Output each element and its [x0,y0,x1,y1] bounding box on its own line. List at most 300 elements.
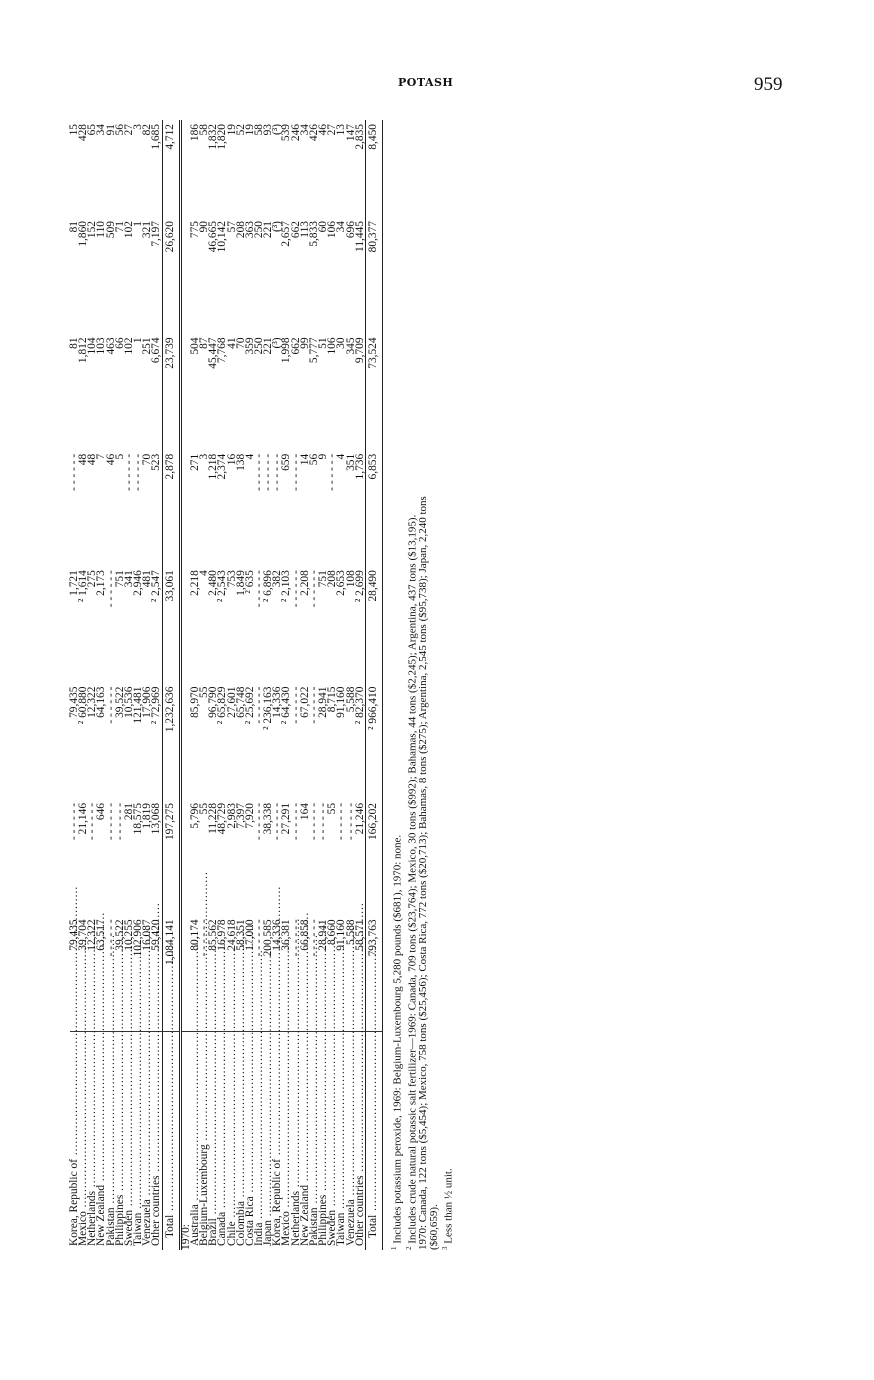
table-cell: 9,709 [353,337,366,364]
table-cell: 27 [326,124,339,136]
table-cell: - - - - - - [289,802,302,840]
table-cell: 2,218 [188,570,201,596]
total-label: Total ..... [365,1032,382,1250]
table-cell: 24,618 [228,915,237,1031]
total-cell: 793,763 [365,915,382,1031]
table-cell: 19 [243,124,256,136]
table-cell: 345 [344,337,357,355]
table-cell: 11,445 [353,221,366,252]
table-cell: 58,351 [237,915,246,1031]
country-label: India ..... [255,1032,264,1250]
footnote-text: Includes crude natural potassic salt fertilizer—1969: Canada, 709 tons ($23,764); Mexico, 30 tons ($992); Bahamas, 44 tons ($2,245); Argentina, 437 tons ($13,195). [406,514,419,1244]
table-cell: 8,715 [326,686,339,713]
table-cell: 19 [225,124,238,136]
table-cell: 39,522 [113,686,126,718]
table-cell: 102 [122,221,135,239]
table-cell: 60 [317,221,330,233]
table-cell: 87 [198,337,211,349]
table-cell: - - - - - - [132,453,145,491]
table-cell: 16,087 [143,915,152,1031]
table-cell: 1,819 [141,802,154,829]
table-cell: - - - - - - [262,453,275,491]
table-cell: 646 [95,802,108,821]
table-cell: 7,768 [216,337,229,364]
total-row-1970 [365,120,382,1250]
total-cell: 2,878 [162,450,180,566]
country-label: Mexico ..... [79,1032,88,1250]
country-label: Other countries ..... [356,1032,366,1250]
table-cell: 12,322 [88,915,97,1031]
table-cell: 102,906 [134,915,143,1031]
table-cell: 14,336 [271,686,284,718]
country-label: Canada ..... [218,1032,227,1250]
table-cell: 34 [335,221,348,233]
country-label: Brazil ..... [209,1032,218,1250]
table-cell: 2,946 [132,570,145,596]
table-cell: - - - - - - [68,802,80,840]
table-cell: 4 [335,453,348,460]
table-cell: 46,665 [207,221,220,253]
table-cell: 1 [132,221,145,227]
table-cell: 81 [68,337,80,349]
table-cell: - - - - - - [310,915,319,1031]
table-cell: ² 72,969 [150,686,163,725]
table-cell: 46 [317,124,330,136]
table-cell: 34 [95,124,108,136]
table-cell: (³) [271,221,284,233]
table-cell: 1,860 [77,221,90,247]
table-cell: 5 [113,453,126,460]
table-cell: - - - - - - [289,570,302,608]
table-cell: 281 [122,802,135,821]
table-cell: 1,832 [207,124,220,150]
country-label: Costa Rica ..... [246,1032,255,1250]
table-cell: 751 [317,570,330,588]
table-cell: 48 [77,453,90,466]
table-cell: - - - - - - [252,453,265,491]
table-cell: 351 [344,453,357,471]
table-cell: (³) [271,124,284,136]
footnote [429,120,440,1250]
table-cell: 106 [326,337,339,355]
table-cell: 1,721 [68,570,80,596]
table-cell: 208 [234,221,247,239]
table-cell: - - - - - - [113,802,126,840]
table-cell: 2,657 [280,221,293,247]
table-cell: 1 [132,337,145,344]
footnotes [389,120,455,1250]
table-cell: 106 [326,221,339,239]
table-cell: 2,835 [353,124,366,150]
total-cell: 197,275 [162,799,180,915]
table-cell: 164 [298,802,311,821]
year-heading-1970: 1970: [179,1224,192,1250]
table-cell: 79,435 [70,915,79,1031]
table-cell: 58 [252,124,265,136]
table-cell: 108 [344,570,357,588]
table-cell: 147 [344,124,357,142]
table-cell: ² 2,543 [216,570,229,603]
table-cell: 16,978 [218,915,227,1031]
country-label: Belgium-Luxembourg ..... [200,1032,209,1250]
table-cell: ² 635 [243,570,256,594]
total-cell: ² 966,410 [365,683,382,799]
total-cell: 8,450 [365,120,382,217]
table-cell: 138 [234,453,247,471]
table-cell: 67,022 [298,686,311,718]
table-cell: ² 2,103 [280,570,293,603]
table-cell: 13 [335,124,348,136]
country-label: Pakistan ..... [107,1032,116,1250]
table-cell: 110 [95,221,108,238]
country-label: Sweden ..... [125,1032,134,1250]
table-cell: 359 [243,337,256,355]
table-cell: ² 6,896 [262,570,275,603]
table-cell: - - - - - - [335,802,348,840]
table-cell: 5,796 [188,802,201,829]
table-cell: 48,729 [216,802,229,835]
table-cell: 1,736 [353,453,366,480]
total-cell: 166,202 [365,799,382,915]
table-cell: 341 [122,570,135,588]
footnote [404,120,419,1250]
total-cell: 73,524 [365,333,382,449]
table-cell: 46 [104,453,117,466]
total-cell: 80,377 [365,217,382,333]
country-label: Japan ..... [264,1032,273,1250]
table-cell: - - - - - - [307,570,320,608]
table-cell: 509 [104,221,117,239]
table-cell: 21,246 [353,802,366,835]
table-cell: 1,685 [150,124,163,150]
table-cell: 1,849 [234,570,247,596]
table-cell: 5,833 [307,221,320,247]
page-number: 959 [754,74,783,95]
table-cell: - - - - - - [86,802,99,840]
table-row [152,120,162,1250]
table-cell: 662 [289,337,302,355]
table-cell: 250 [252,337,265,355]
total-cell: 4,712 [162,120,180,217]
table-cell: 382 [271,570,284,588]
table-cell: - - - - - - [271,453,284,491]
table-cell: 2,374 [216,453,229,480]
table-cell: 14,336 [273,915,282,1031]
total-cell: 23,739 [162,333,180,449]
table-cell: 34 [298,124,311,136]
table-cell: 5,588 [347,915,356,1031]
table-cell: 30 [335,337,348,349]
table-cell: 45,447 [207,337,220,369]
table-cell: 91,160 [335,686,348,718]
rows-1969 [70,120,162,1250]
table-cell: 90 [198,221,211,233]
table-cell: ² 82,370 [353,686,366,725]
table-cell: 539 [280,124,293,142]
table-cell: 481 [141,570,154,588]
table-cell: - - - - - - [344,802,357,840]
country-label: New Zealand ..... [97,1032,106,1250]
table-cell: 5,777 [307,337,320,364]
table-cell: 82 [141,124,154,136]
table-cell: 71 [113,221,126,233]
table-cell: 28,941 [319,915,328,1031]
table-cell: 659 [280,453,293,471]
table-row [356,120,366,1250]
country-label: Korea, Republic of ..... [273,1032,282,1250]
table-cell: (³) [271,337,284,349]
table-cell: - - - - - - [317,802,330,840]
table-cell: - - - - - - [271,802,284,840]
table-cell: ² 64,430 [280,686,293,725]
table-cell: 65 [86,124,99,136]
table-cell: 208 [326,570,339,588]
table-cell: - - - - - - [122,453,135,491]
table-cell: 10,255 [125,915,134,1031]
table-cell: 186 [188,124,201,142]
running-header-title: POTASH [398,76,454,89]
table-cell: 775 [188,221,201,239]
table-cell: - - - - - - [252,686,265,724]
rows-1970 [188,120,366,1250]
table-cell: - - - - - - [200,915,209,1031]
table-cell: 14 [298,453,311,466]
table-cell: ² 25,692 [243,686,256,725]
table-cell: 85,970 [188,686,201,718]
table-cell: 250 [252,221,265,239]
table-cell: 463 [104,337,117,355]
table-cell: 28,941 [317,686,330,718]
table-cell: - - - - - - [255,915,264,1031]
footnote-mark: 3 [441,1246,450,1250]
table-cell: 251 [141,337,154,355]
table-cell: 55 [198,802,211,815]
table-cell: 21,146 [77,802,90,835]
table-cell: 17,906 [141,686,154,718]
table-cell: 56 [307,453,320,466]
table-cell: 321 [141,221,154,239]
country-label: Taiwan ..... [337,1032,346,1250]
footnote [440,120,455,1250]
table-cell: 27,601 [225,686,238,718]
table-cell: 99 [298,337,311,349]
table-cell: 662 [289,221,302,239]
footnote-text: ($60,659). [428,1204,441,1250]
table-cell: 1,218 [207,453,220,480]
table-cell: 753 [225,570,238,588]
table-cell: 91,160 [337,915,346,1031]
table-cell: 2,653 [335,570,348,596]
total-cell: 33,061 [162,566,180,682]
table-cell: 27,291 [280,802,293,835]
table-cell: 13,068 [150,802,163,835]
table-cell: 152 [86,221,99,239]
country-label: Australia ..... [191,1032,200,1250]
table-cell: 523 [150,453,163,471]
table-cell: ² 2,699 [353,570,366,603]
country-label: Philippines ..... [319,1032,328,1250]
table-cell: ² 236,163 [262,686,275,730]
country-label: Venezuela ..... [143,1032,152,1250]
table-cell: 16 [225,453,238,466]
table-cell: - - - - - - [292,915,301,1031]
table-cell: 63,517 [97,915,106,1031]
table-cell: 55 [198,686,211,698]
table-cell: - - - - - - [107,915,116,1031]
table-cell: 103 [95,337,108,355]
country-label: Taiwan ..... [134,1032,143,1250]
table-cell: 2,480 [207,570,220,596]
table-cell: 275 [86,570,99,588]
table-cell: ² 65,829 [216,686,229,725]
table-cell: 85,562 [209,915,218,1031]
table-cell: - - - - - - [252,802,265,840]
table-cell: 3 [132,124,145,130]
table-cell: ² 1,614 [77,570,90,603]
table-cell: 38,338 [262,802,275,835]
table-cell: 104 [86,337,99,355]
table-cell: 6,674 [150,337,163,364]
table-cell: 428 [77,124,90,142]
table-cell: 65,748 [234,686,247,718]
table-cell: ² 2,547 [150,570,163,603]
table-cell: 2,208 [298,570,311,596]
table-cell: 41 [225,337,238,349]
table-cell: 1,820 [216,124,229,150]
table-cell: 55 [326,802,339,815]
table-cell: 93 [262,124,275,136]
table-cell: 504 [188,337,201,355]
table-cell: 246 [289,124,302,142]
country-label: Mexico ..... [282,1032,291,1250]
table-cell: 2,173 [95,570,108,596]
table-cell: 7,397 [234,802,247,829]
table-cell: 52 [234,124,247,136]
table-cell: 10,536 [122,686,135,718]
table-cell: 4 [198,570,211,576]
table-cell: 696 [344,221,357,239]
table-cell: 121,481 [132,686,145,724]
table-cell: 70 [234,337,247,349]
table-cell: ² 60,880 [77,686,90,725]
table-cell: - - - - - - [68,453,80,491]
total-cell: 26,620 [162,217,180,333]
country-label: Korea, Republic of ..... [70,1032,79,1250]
table-cell: 751 [113,570,126,588]
footnote [389,120,404,1250]
table-cell: 64,163 [95,686,108,718]
table-cell: 66 [113,337,126,349]
table-cell: - - - - - - [289,686,302,724]
table-cell: - - - - - - [307,802,320,840]
country-label: Pakistan ..... [310,1032,319,1250]
table-cell: 426 [307,124,320,142]
table-cell: 113 [298,221,311,238]
table-cell: - - - - - - [289,453,302,491]
country-label: Netherlands ..... [88,1032,97,1250]
table-cell: - - - - - - [104,686,117,724]
table-cell: 58 [198,124,211,136]
table-cell: 3 [198,453,211,460]
table-cell: 27 [122,124,135,136]
table-cell: - - - - - - [307,686,320,724]
footnote [418,120,429,1250]
table-cell: - - - - - - [252,570,265,608]
rotated-table-block [70,120,590,1250]
country-label: Sweden ..... [328,1032,337,1250]
table-cell: 4 [243,453,256,460]
table-cell: 91 [104,124,117,136]
country-label: Philippines ..... [116,1032,125,1250]
table-cell: 58,571 [356,915,366,1031]
total-cell: 1,232,636 [162,683,180,799]
total-cell: 1,084,141 [162,915,180,1031]
table-cell: 70 [141,453,154,466]
table-cell: - - - - - - [104,802,117,840]
table-cell: 96,790 [207,686,220,718]
table-cell: 9 [317,453,330,460]
footnote-text: Includes potassium peroxide, 1969: Belgium-Luxembourg 5,280 pounds ($681), 1970: none. [391,834,404,1244]
table-cell: 81 [68,221,80,233]
total-row-1969 [162,120,180,1250]
table-cell: 66,858 [301,915,310,1031]
table-cell: 57 [225,221,238,233]
table-cell: 15 [68,124,80,136]
table-cell: 1,998 [280,337,293,364]
country-label: Colombia ..... [237,1032,246,1250]
table-cell: 2,983 [225,802,238,829]
table-cell: 17,000 [246,915,255,1031]
table-cell: 5,588 [344,686,357,713]
table-cell: 12,322 [86,686,99,718]
table-cell: 7,920 [243,802,256,829]
total-cell: 28,490 [365,566,382,682]
table-cell: 39,704 [79,915,88,1031]
table-cell: 80,174 [191,915,200,1031]
table-cell: 10,142 [216,221,229,253]
table-cell: 48 [86,453,99,466]
footnote-mark: 2 [404,1246,413,1250]
table-cell: 200,585 [264,915,273,1031]
table-cell: 56 [113,124,126,136]
total-label: Total ..... [162,1032,180,1250]
table-cell: 221 [262,221,275,239]
table-cell: - - - - - - [326,453,339,491]
table-cell: 7,197 [150,221,163,247]
table-cell: 1,812 [77,337,90,364]
exports-table [70,120,383,1250]
table-cell: 363 [243,221,256,239]
country-label: Other countries ..... [152,1032,162,1250]
table-cell: 39,522 [116,915,125,1031]
footnote-mark: 1 [390,1246,398,1250]
table-cell: 79,435 [68,686,80,718]
footnote-text: 1970: Canada, 122 tons ($5,454); Mexico, 758 tons ($25,456); Costa Rica, 772 tons ($20,713); Bahamas, 8 tons ($275); Argentina, 2,545 tons ($95,738); Japan, 2,240 tons [417,496,430,1250]
table-cell: - - - - - - [104,570,117,608]
table-cell: 221 [262,337,275,355]
table-cell: 271 [188,453,201,471]
country-label: Chile ..... [228,1032,237,1250]
table-cell: 102 [122,337,135,355]
country-label: Netherlands ..... [292,1032,301,1250]
country-label: New Zealand ..... [301,1032,310,1250]
table-cell: 59,420 [152,915,162,1031]
table-cell: 8,660 [328,915,337,1031]
footnote-text: Less than ½ unit. [442,1168,455,1244]
table-cell: 36,381 [282,915,291,1031]
table-cell: 11,228 [207,802,220,834]
table-cell: 51 [317,337,330,349]
